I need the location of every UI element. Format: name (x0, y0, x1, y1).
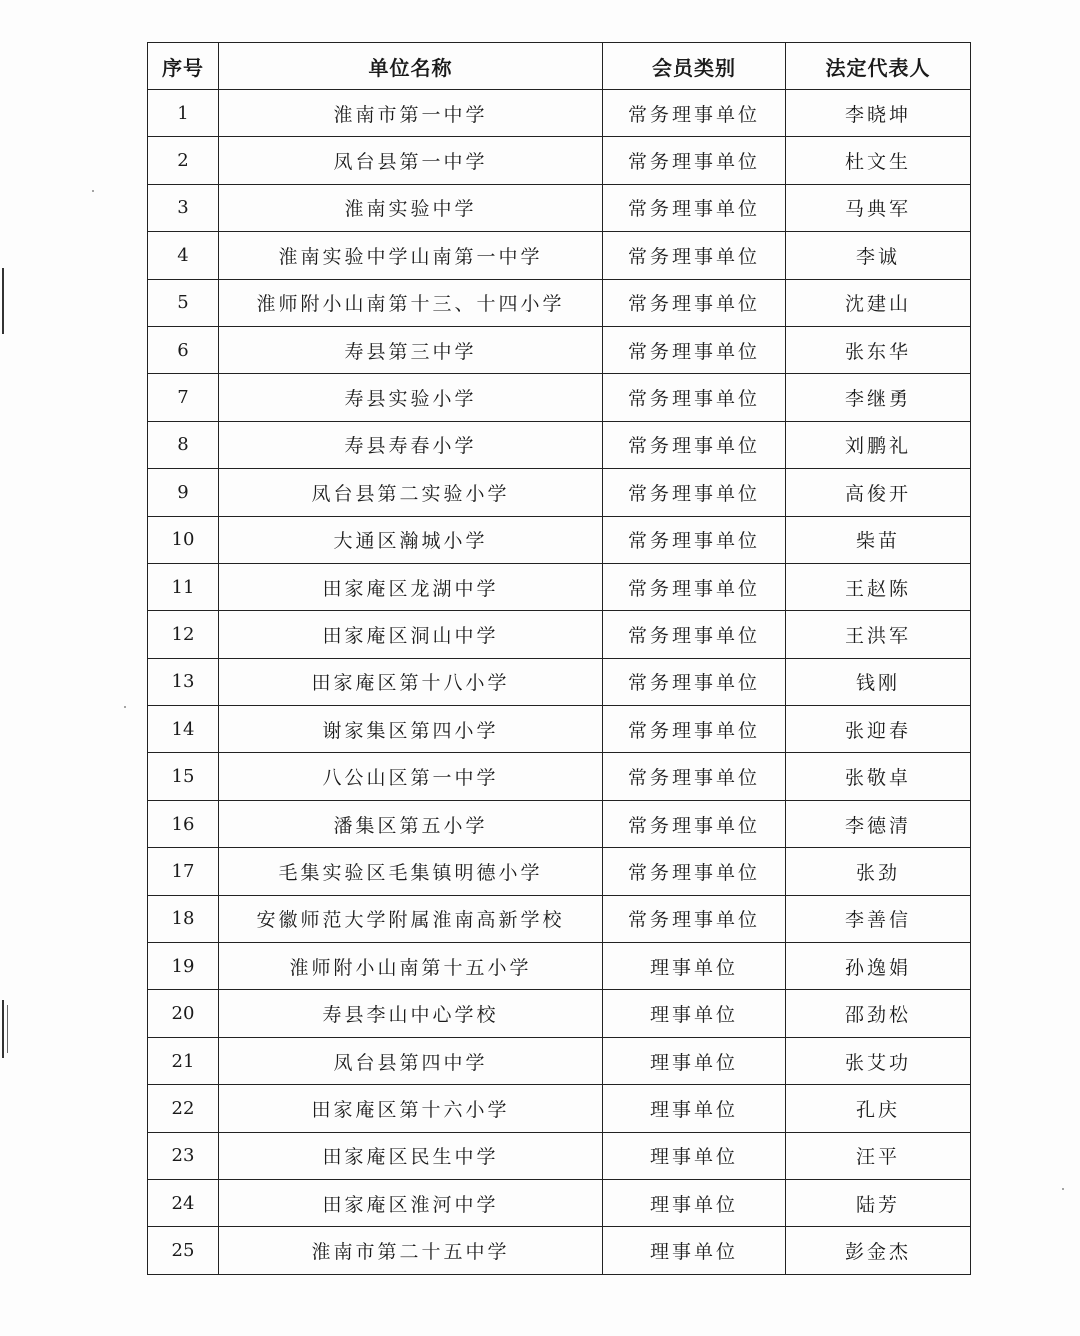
cell-unit-name: 凤台县第一中学 (219, 137, 603, 184)
scan-artifact (7, 1005, 8, 1053)
table-row (148, 232, 971, 279)
cell-legal-representative: 杜文生 (786, 137, 971, 184)
cell-legal-representative: 李晓坤 (786, 90, 971, 137)
cell-legal-representative: 沈建山 (786, 279, 971, 326)
table-row (148, 421, 971, 468)
table-row (148, 374, 971, 421)
cell-serial-number: 4 (148, 232, 219, 279)
table-row (148, 848, 971, 895)
cell-member-category: 常务理事单位 (603, 421, 786, 468)
cell-member-category: 理事单位 (603, 1179, 786, 1226)
cell-member-category: 常务理事单位 (603, 137, 786, 184)
cell-member-category: 常务理事单位 (603, 611, 786, 658)
cell-unit-name: 淮南市第二十五中学 (219, 1227, 603, 1274)
cell-member-category: 常务理事单位 (603, 848, 786, 895)
cell-unit-name: 田家庵区第十六小学 (219, 1085, 603, 1132)
cell-unit-name: 田家庵区龙湖中学 (219, 563, 603, 610)
cell-serial-number: 1 (148, 90, 219, 137)
cell-legal-representative: 孔庆 (786, 1085, 971, 1132)
cell-serial-number: 13 (148, 658, 219, 705)
cell-legal-representative: 李继勇 (786, 374, 971, 421)
table-row (148, 990, 971, 1037)
cell-unit-name: 潘集区第五小学 (219, 800, 603, 847)
cell-serial-number: 11 (148, 563, 219, 610)
cell-member-category: 常务理事单位 (603, 90, 786, 137)
cell-serial-number: 12 (148, 611, 219, 658)
cell-member-category: 常务理事单位 (603, 469, 786, 516)
table-row (148, 895, 971, 942)
cell-serial-number: 3 (148, 184, 219, 231)
cell-legal-representative: 王洪军 (786, 611, 971, 658)
cell-member-category: 常务理事单位 (603, 184, 786, 231)
cell-member-category: 常务理事单位 (603, 706, 786, 753)
cell-serial-number: 7 (148, 374, 219, 421)
cell-serial-number: 24 (148, 1179, 219, 1226)
cell-legal-representative: 张艾功 (786, 1037, 971, 1084)
table-row (148, 469, 971, 516)
cell-unit-name: 寿县寿春小学 (219, 421, 603, 468)
cell-member-category: 常务理事单位 (603, 753, 786, 800)
header-serial-number: 序号 (148, 43, 219, 90)
table-row (148, 1227, 971, 1274)
cell-unit-name: 田家庵区第十八小学 (219, 658, 603, 705)
cell-member-category: 常务理事单位 (603, 895, 786, 942)
cell-unit-name: 大通区瀚城小学 (219, 516, 603, 563)
cell-serial-number: 9 (148, 469, 219, 516)
table-row (148, 1179, 971, 1226)
scan-speck (124, 706, 126, 708)
cell-serial-number: 21 (148, 1037, 219, 1084)
cell-unit-name: 凤台县第二实验小学 (219, 469, 603, 516)
cell-unit-name: 田家庵区洞山中学 (219, 611, 603, 658)
cell-serial-number: 23 (148, 1132, 219, 1179)
table-row (148, 1037, 971, 1084)
cell-legal-representative: 刘鹏礼 (786, 421, 971, 468)
member-roster-table (147, 42, 971, 1275)
header-legal-representative: 法定代表人 (786, 43, 971, 90)
cell-unit-name: 淮南实验中学 (219, 184, 603, 231)
cell-serial-number: 15 (148, 753, 219, 800)
cell-unit-name: 毛集实验区毛集镇明德小学 (219, 848, 603, 895)
cell-unit-name: 寿县实验小学 (219, 374, 603, 421)
cell-unit-name: 淮南实验中学山南第一中学 (219, 232, 603, 279)
cell-member-category: 理事单位 (603, 1085, 786, 1132)
cell-member-category: 常务理事单位 (603, 374, 786, 421)
cell-legal-representative: 马典军 (786, 184, 971, 231)
cell-member-category: 常务理事单位 (603, 800, 786, 847)
cell-member-category: 常务理事单位 (603, 563, 786, 610)
cell-unit-name: 谢家集区第四小学 (219, 706, 603, 753)
cell-unit-name: 八公山区第一中学 (219, 753, 603, 800)
table-row (148, 943, 971, 990)
table-row (148, 563, 971, 610)
table-body (148, 90, 971, 1275)
cell-legal-representative: 李诚 (786, 232, 971, 279)
cell-member-category: 常务理事单位 (603, 516, 786, 563)
cell-legal-representative: 汪平 (786, 1132, 971, 1179)
cell-unit-name: 淮师附小山南第十三、十四小学 (219, 279, 603, 326)
table-row (148, 279, 971, 326)
cell-legal-representative: 彭金杰 (786, 1227, 971, 1274)
cell-legal-representative: 张敬卓 (786, 753, 971, 800)
cell-member-category: 常务理事单位 (603, 658, 786, 705)
cell-member-category: 常务理事单位 (603, 232, 786, 279)
cell-legal-representative: 高俊开 (786, 469, 971, 516)
cell-serial-number: 19 (148, 943, 219, 990)
cell-member-category: 常务理事单位 (603, 279, 786, 326)
cell-serial-number: 20 (148, 990, 219, 1037)
cell-member-category: 理事单位 (603, 1132, 786, 1179)
table-row (148, 658, 971, 705)
cell-legal-representative: 张劲 (786, 848, 971, 895)
table-row (148, 326, 971, 373)
header-member-category: 会员类别 (603, 43, 786, 90)
cell-member-category: 常务理事单位 (603, 326, 786, 373)
table-row (148, 800, 971, 847)
cell-member-category: 理事单位 (603, 1037, 786, 1084)
cell-serial-number: 5 (148, 279, 219, 326)
cell-legal-representative: 邵劲松 (786, 990, 971, 1037)
cell-unit-name: 寿县李山中心学校 (219, 990, 603, 1037)
cell-serial-number: 18 (148, 895, 219, 942)
cell-unit-name: 田家庵区淮河中学 (219, 1179, 603, 1226)
table-row (148, 137, 971, 184)
cell-legal-representative: 张迎春 (786, 706, 971, 753)
table-row (148, 90, 971, 137)
cell-legal-representative: 钱刚 (786, 658, 971, 705)
table-row (148, 184, 971, 231)
cell-member-category: 理事单位 (603, 943, 786, 990)
cell-legal-representative: 张东华 (786, 326, 971, 373)
scan-speck (92, 190, 94, 192)
cell-serial-number: 22 (148, 1085, 219, 1132)
cell-legal-representative: 王赵陈 (786, 563, 971, 610)
cell-serial-number: 16 (148, 800, 219, 847)
cell-serial-number: 2 (148, 137, 219, 184)
cell-legal-representative: 陆芳 (786, 1179, 971, 1226)
table-header-row (148, 43, 971, 90)
table-row (148, 1085, 971, 1132)
table-row (148, 611, 971, 658)
cell-serial-number: 25 (148, 1227, 219, 1274)
cell-serial-number: 17 (148, 848, 219, 895)
cell-legal-representative: 李善信 (786, 895, 971, 942)
cell-legal-representative: 李德清 (786, 800, 971, 847)
cell-member-category: 理事单位 (603, 990, 786, 1037)
scan-artifact (2, 268, 4, 334)
cell-serial-number: 8 (148, 421, 219, 468)
scan-speck (1062, 1188, 1064, 1190)
header-unit-name: 单位名称 (219, 43, 603, 90)
table-row (148, 1132, 971, 1179)
cell-unit-name: 寿县第三中学 (219, 326, 603, 373)
cell-unit-name: 凤台县第四中学 (219, 1037, 603, 1084)
scan-artifact (2, 1000, 4, 1058)
table-row (148, 516, 971, 563)
table-row (148, 706, 971, 753)
cell-unit-name: 淮师附小山南第十五小学 (219, 943, 603, 990)
cell-serial-number: 6 (148, 326, 219, 373)
cell-legal-representative: 孙逸娟 (786, 943, 971, 990)
cell-serial-number: 10 (148, 516, 219, 563)
table-row (148, 753, 971, 800)
cell-serial-number: 14 (148, 706, 219, 753)
cell-unit-name: 淮南市第一中学 (219, 90, 603, 137)
cell-unit-name: 安徽师范大学附属淮南高新学校 (219, 895, 603, 942)
cell-member-category: 理事单位 (603, 1227, 786, 1274)
cell-unit-name: 田家庵区民生中学 (219, 1132, 603, 1179)
cell-legal-representative: 柴苗 (786, 516, 971, 563)
